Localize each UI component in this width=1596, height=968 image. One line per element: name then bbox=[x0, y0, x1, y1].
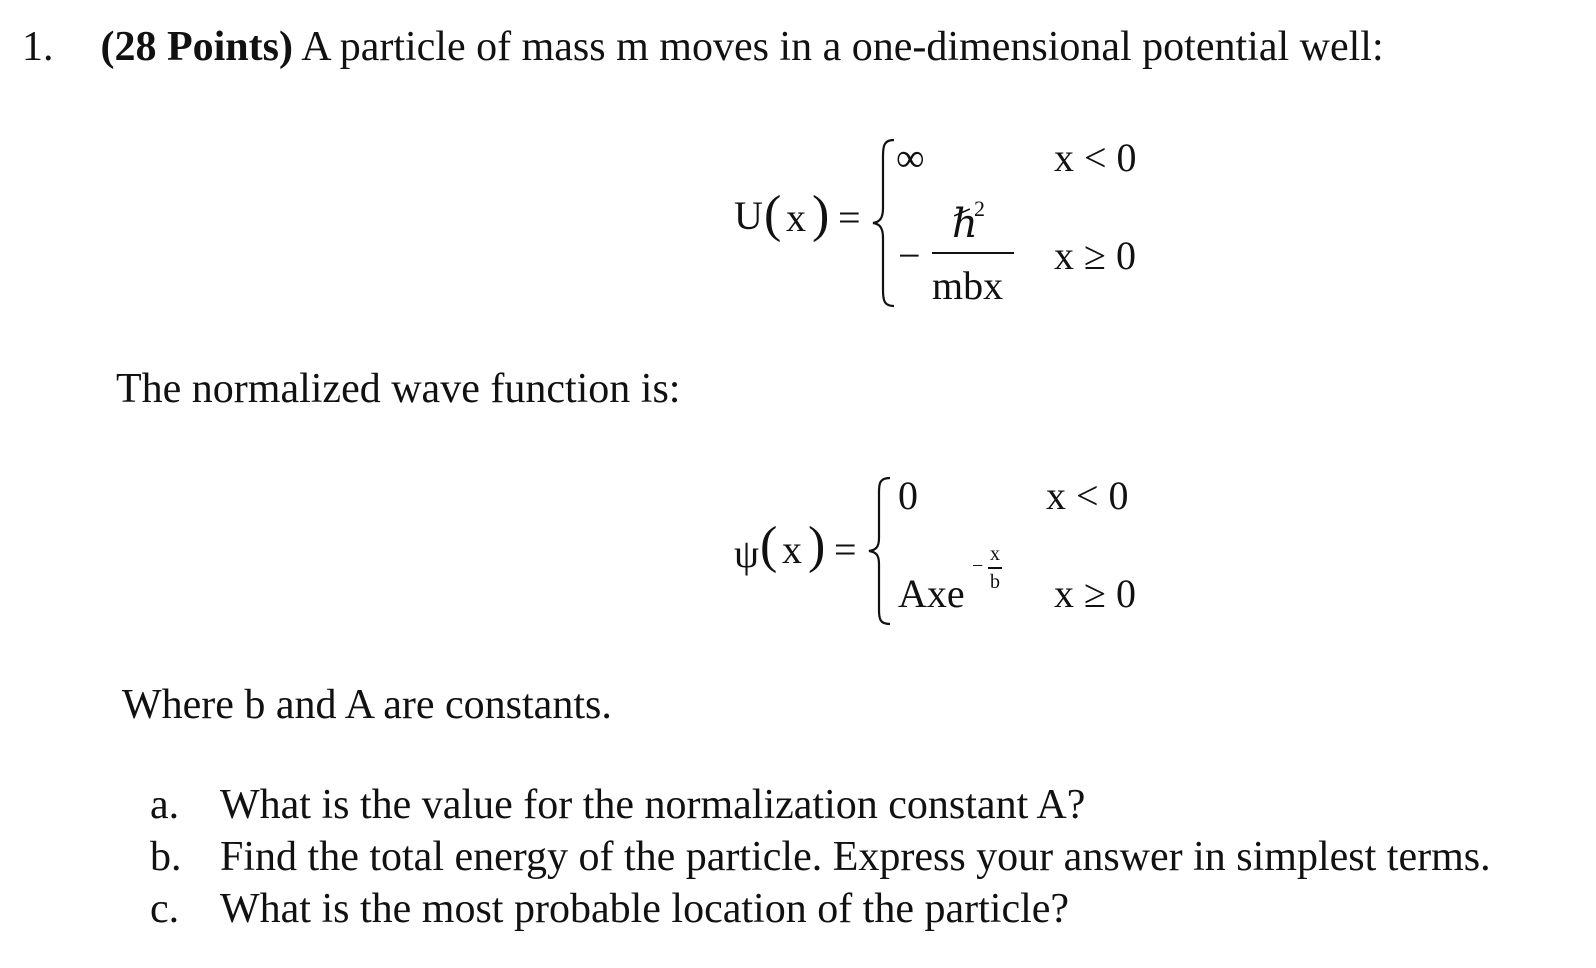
question-c bbox=[150, 888, 179, 930]
wavefunction-exp-sign: − bbox=[972, 555, 984, 577]
wavefunction-case1-value: 0 bbox=[898, 473, 918, 518]
potential-case1-condition: x < 0 bbox=[1054, 135, 1137, 180]
question-c-text: What is the most probable location of the particle? bbox=[220, 886, 1070, 932]
potential-case2-sign: − bbox=[898, 233, 921, 278]
question-b-text: Find the total energy of the particle. Express your answer in simplest terms. bbox=[220, 834, 1491, 880]
wavefunction-equals: = bbox=[834, 527, 857, 572]
wavefunction-case2-condition: x ≥ 0 bbox=[1054, 571, 1136, 616]
wavefunction-exp-numerator: x bbox=[990, 543, 1000, 565]
potential-lhs-open: ( bbox=[764, 186, 782, 243]
question-b bbox=[150, 836, 182, 878]
constants-note: Where b and A are constants. bbox=[122, 682, 612, 728]
wavefunction-case1-condition: x < 0 bbox=[1046, 473, 1129, 518]
wavefunction-lhs-func: ψ bbox=[734, 531, 760, 576]
potential-lhs-arg: x bbox=[786, 195, 806, 240]
potential-case1-value: ∞ bbox=[896, 135, 925, 180]
problem-points: (28 Points) bbox=[100, 24, 293, 70]
wavefunction-lhs-arg: x bbox=[782, 527, 802, 572]
wavefunction-lhs-close: ) bbox=[808, 517, 826, 574]
problem-statement: A particle of mass m moves in a one-dimensional potential well: bbox=[301, 24, 1384, 70]
potential-case2-condition: x ≥ 0 bbox=[1054, 233, 1136, 278]
wavefunction-exp-denominator: b bbox=[990, 571, 1000, 593]
question-a-marker: a. bbox=[150, 782, 180, 828]
question-a bbox=[150, 784, 179, 826]
question-a-text: What is the value for the normalization constant A? bbox=[220, 782, 1086, 828]
wavefunction-exp-fraction-bar bbox=[988, 567, 1002, 569]
potential-lhs-close: ) bbox=[812, 186, 830, 243]
potential-case2-numerator-exp: 2 bbox=[974, 196, 985, 221]
problem-number: 1. bbox=[22, 24, 54, 70]
wavefunction-brace bbox=[866, 476, 896, 626]
wave-intro-text: The normalized wave function is: bbox=[116, 366, 681, 412]
question-b-marker: b. bbox=[150, 834, 182, 880]
potential-equals: = bbox=[838, 195, 861, 240]
potential-case2-denominator: mbx bbox=[932, 263, 1004, 308]
wavefunction-case2-base: Axe bbox=[898, 571, 965, 616]
wavefunction-lhs-open: ( bbox=[760, 517, 778, 574]
potential-lhs-func: U bbox=[734, 193, 763, 238]
potential-case2-numerator: ℏ bbox=[952, 201, 978, 246]
question-c-marker: c. bbox=[150, 886, 180, 932]
